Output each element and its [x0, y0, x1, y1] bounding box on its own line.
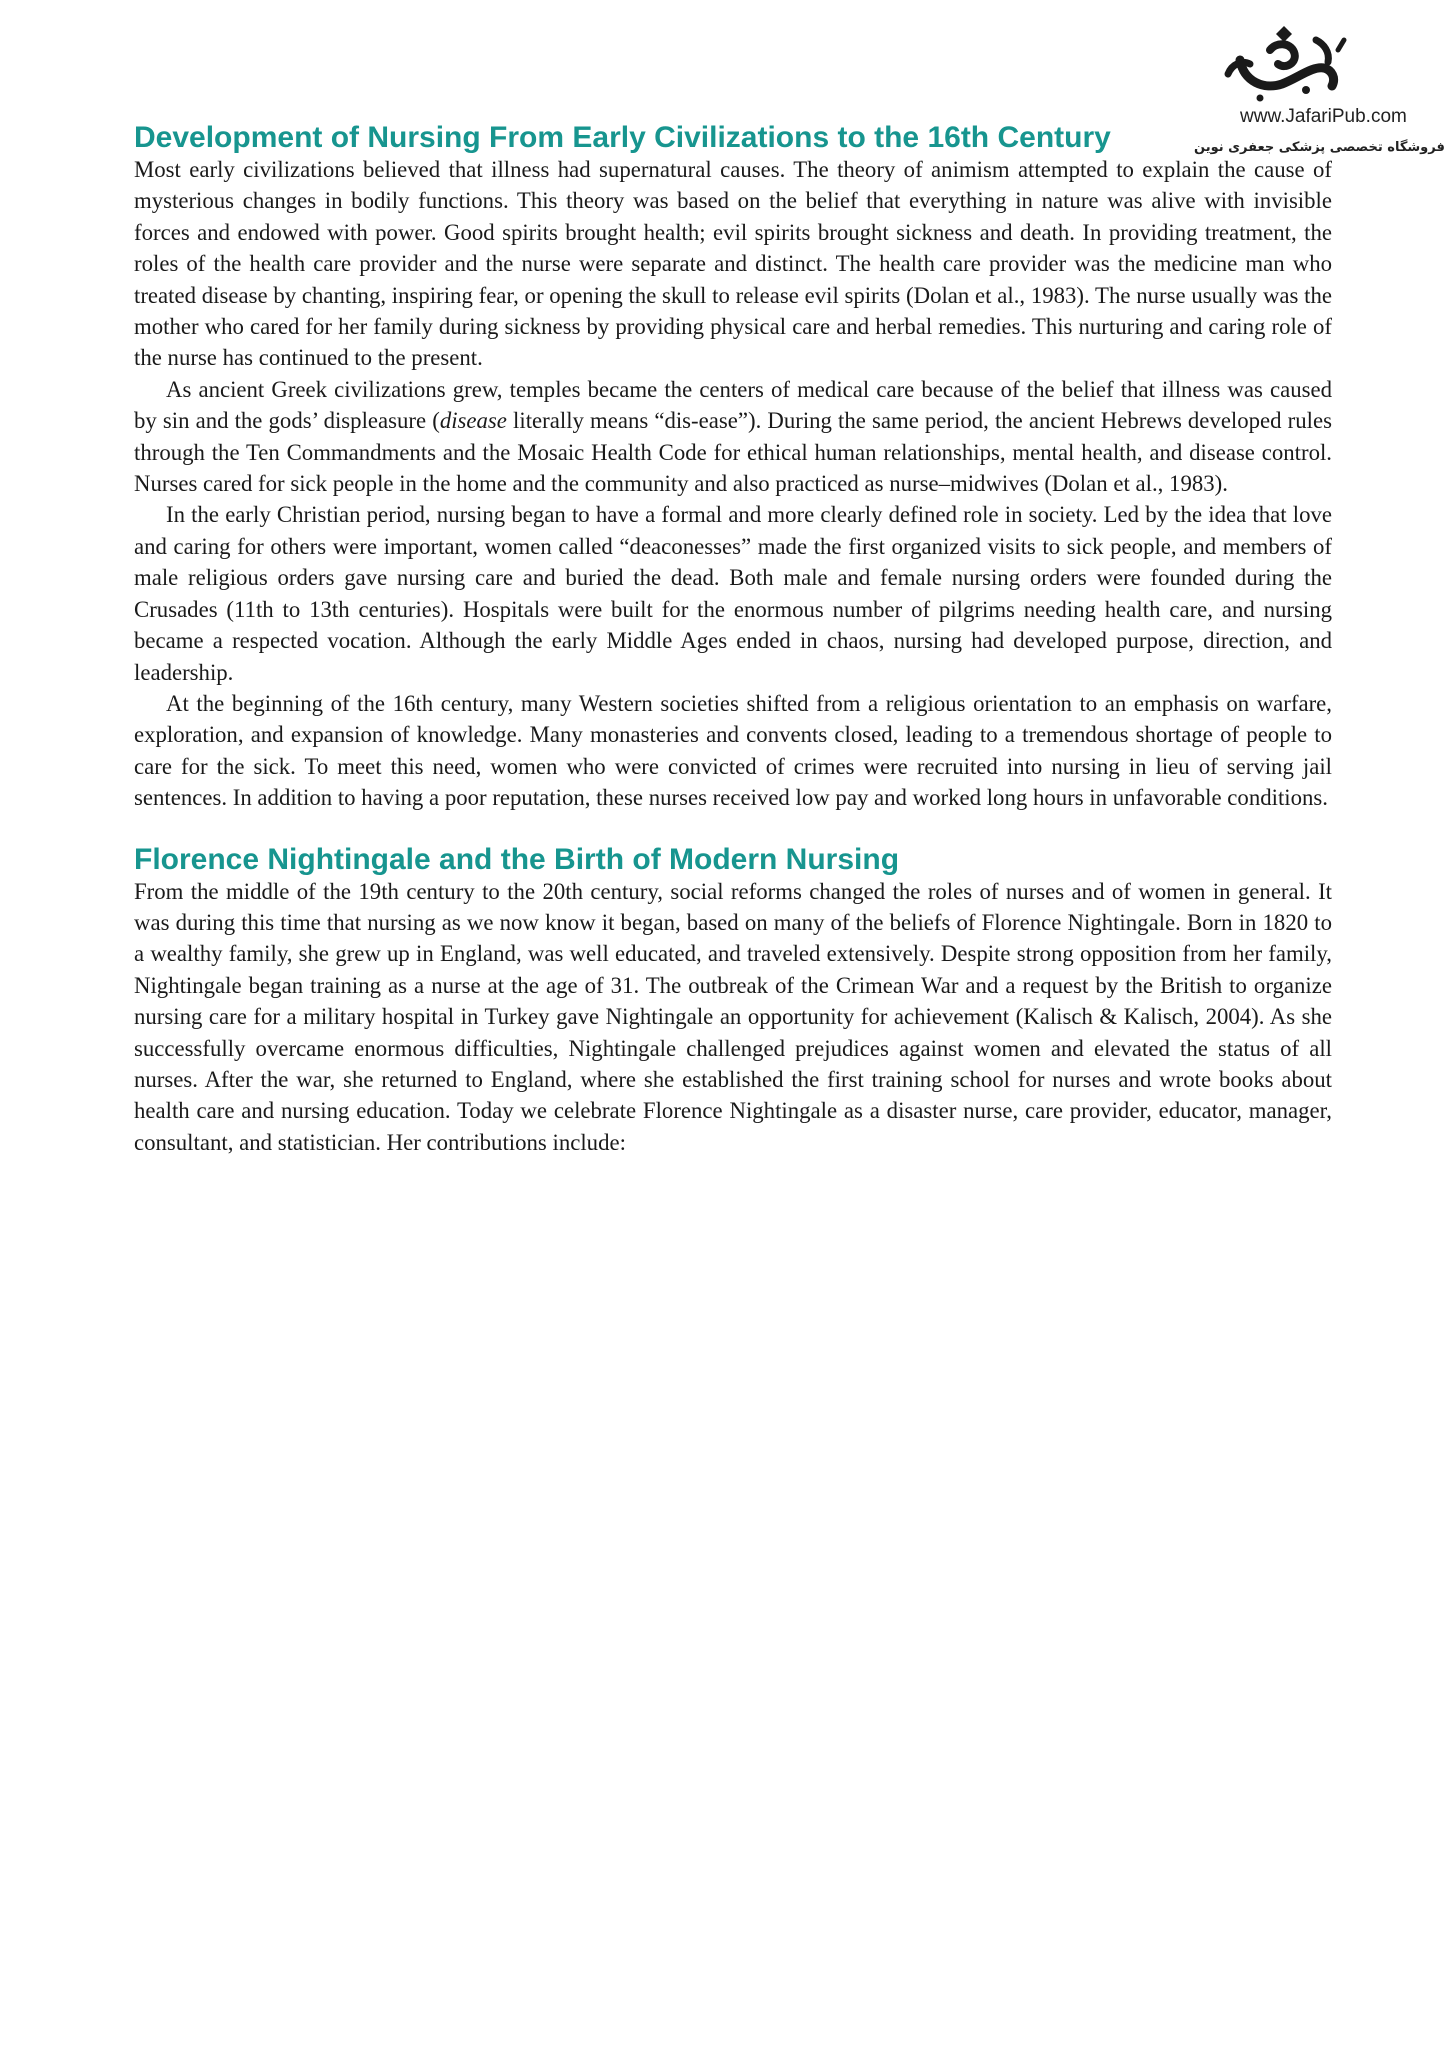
- calligraphy-logo-icon: [1220, 20, 1350, 106]
- paragraph: [134, 876, 1332, 1159]
- publisher-tagline: فروشگاه تخصصی پزشکی جعفری نوین: [1194, 140, 1445, 155]
- publisher-url: www.JafariPub.com: [1240, 106, 1407, 127]
- paragraph-text: Most early civilizations believed that illness had supernatural causes. The theory of animism attempted to explain the cause of mysterious changes in bodily functions. This theory was based on the belief that everything in nature was alive with invisible forces and endowed with power. Good spirits brought health; evil spirits brought sickness and death. In providing treatment, the roles of the health care provider and the nurse were separate and distinct. The health care provider was the medicine man who treated disease by chanting, inspiring fear, or opening the skull to release evil spirits (Dolan et al., 1983). The nurse usually was the mother who cared for her family during sickness by providing physical care and herbal remedies. This nurturing and caring role of the nurse has continued to the present.: [134, 157, 1332, 371]
- section-florence-nightingale: [134, 842, 1332, 1159]
- paragraph-text: In the early Christian period, nursing began to have a formal and more clearly defined role in society. Led by the idea that love and caring for others were important, women called “deaconesses” made the first organized visits to sick people, and members of male religious orders gave nursing care and buried the dead. Both male and female nursing orders were founded during the Crusades (11th to 13th centuries). Hospitals were built for the enormous number of pilgrims needing health care, and nursing became a respected vocation. Although the early Middle Ages ended in chaos, nursing had developed purpose, direction, and leadership.: [134, 502, 1332, 685]
- section-heading: Florence Nightingale and the Birth of Modern Nursing: [134, 842, 900, 876]
- paragraph: [134, 374, 1332, 500]
- paragraph-text: At the beginning of the 16th century, many Western societies shifted from a religious orientation to an emphasis on warfare, exploration, and expansion of knowledge. Many monasteries and convents closed, leading to a tremendous shortage of people to care for the sick. To meet this need, women who were convicted of crimes were recruited into nursing in lieu of serving jail sentences. In addition to having a poor reputation, these nurses received low pay and worked long hours in unfavorable conditions.: [134, 690, 1332, 811]
- italic-term: disease: [439, 408, 507, 434]
- document-body: [134, 120, 1332, 1158]
- paragraph-text: literally means “dis-ease”). During the same period, the ancient Hebrews developed rules through the Ten Commandments and the Mosaic Health Code for ethical human relationships, mental health, and disease control. Nurses cared for sick people in the home and the community and also practiced as nurse–midwives (Dolan et al., 1983).: [134, 408, 1332, 497]
- paragraph: [134, 154, 1332, 374]
- paragraph: [134, 499, 1332, 687]
- paragraph-text: As ancient Greek civilizations grew, temples became the centers of medical care because of the belief that illness was caused by sin and the gods’ displeasure (: [134, 376, 1332, 434]
- section-heading: Development of Nursing From Early Civilizations to the 16th Century: [134, 121, 1111, 154]
- paragraph: [134, 688, 1332, 814]
- section-early-civilizations: [134, 120, 1332, 814]
- paragraph-text: From the middle of the 19th century to the 20th century, social reforms changed the roles of nurses and of women in general. It was during this time that nursing as we now know it began, based on many of the beliefs of Florence Nightingale. Born in 1820 to a wealthy family, she grew up in England, was well educated, and traveled extensively. Despite strong opposition from her family, Nightingale began training as a nurse at the age of 31. The outbreak of the Crimean War and a request by the British to organize nursing care for a military hospital in Turkey gave Nightingale an opportunity for achievement (Kalisch & Kalisch, 2004). As she successfully overcame enormous difficulties, Nightingale challenged prejudices against women and elevated the status of all nurses. After the war, she returned to England, where she established the first training school for nurses and wrote books about health care and nursing education. Today we celebrate Florence Nightingale as a disaster nurse, care provider, educator, manager, consultant, and statistician. Her contributions include:: [134, 878, 1332, 1155]
